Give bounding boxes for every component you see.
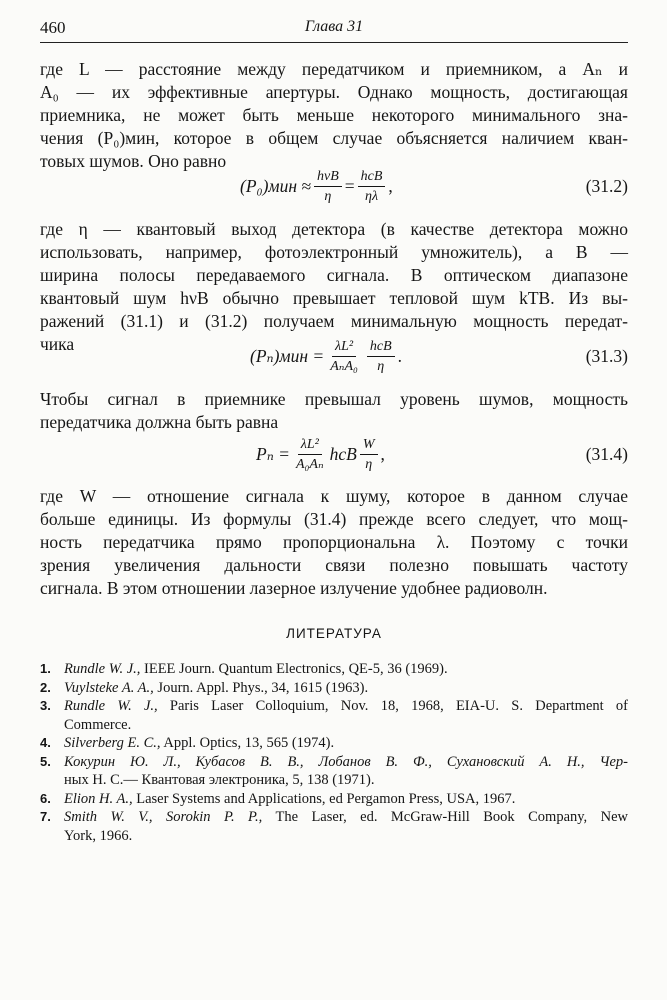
formula: [240, 160, 393, 212]
header-rule: [40, 42, 628, 43]
reference-text: Journ. Appl. Phys., 34, 1615 (1963).: [157, 679, 369, 696]
reference-text: Appl. Optics, 13, 565 (1974).: [163, 735, 335, 751]
equation-number: (31.2): [585, 175, 628, 196]
formula-punctuation: .: [397, 345, 403, 366]
reference-item: [40, 679, 628, 698]
text-line: приемника, не может быть меньше некоторого минимального зна-: [40, 105, 628, 125]
reference-number: 2.: [40, 679, 51, 695]
reference-line: [64, 790, 628, 809]
fraction: [367, 338, 395, 375]
reference-number: 5.: [40, 753, 51, 769]
reference-item: [40, 697, 628, 734]
formula-punctuation: ,: [380, 443, 385, 464]
formula-punctuation: ,: [388, 175, 393, 196]
reference-number: 3.: [40, 698, 51, 713]
text-line: где L — расстояние между передатчиком и приемником, а Aₙ и: [40, 59, 628, 79]
reference-line: [64, 679, 628, 698]
paragraph-1: [40, 58, 628, 173]
numerator: W: [360, 436, 378, 455]
fraction: [293, 436, 327, 473]
paragraph-4: [40, 485, 628, 600]
reference-authors: Rundle W. J.,: [64, 661, 141, 677]
fraction: [314, 168, 342, 205]
text-line: Чтобы сигнал в приемнике превышал уровень шумов, мощность: [40, 389, 628, 409]
denominator: η: [324, 188, 332, 204]
text-line: где η — квантовый выход детектора (в качестве детектора можно: [40, 219, 628, 239]
equation-31-3: [40, 330, 628, 382]
reference-authors: Smith W. V., Sorokin P. P.,: [64, 809, 263, 825]
formula-lhs: (P₀)мин ≈: [240, 175, 312, 196]
literature-heading: ЛИТЕРАТУРА: [286, 626, 382, 641]
reference-number: 4.: [40, 735, 51, 750]
reference-text: Paris Laser Colloquium, Nov. 18, 1968, EIA-U. S. Department of: [169, 698, 629, 714]
reference-item: [40, 660, 628, 679]
text-line: ширина полосы передаваемого сигнала. В оптическом диапазоне: [40, 265, 628, 285]
text-line: ражений (31.1) и (31.2) получаем минимальную мощность передат-: [40, 311, 628, 331]
reference-list: [40, 660, 628, 845]
denominator: A₀Aₙ: [295, 456, 324, 472]
reference-text: Laser Systems and Applications, ed Pergamon Press, USA, 1967.: [136, 790, 516, 807]
reference-line: [64, 660, 628, 679]
denominator: AₙA₀: [330, 358, 358, 374]
page-header: [40, 18, 628, 40]
text-line: товых шумов. Оно равно: [40, 151, 227, 171]
reference-number: 6.: [40, 790, 51, 806]
reference-text: IEEE Journ. Quantum Electronics, QE-5, 36 (1969).: [144, 661, 448, 677]
text-line: чика: [40, 334, 75, 354]
equation-31-2: [40, 160, 628, 212]
formula-lhs: (Pₙ)мин =: [250, 345, 325, 366]
reference-item: [40, 808, 628, 845]
numerator: λL²: [298, 436, 322, 455]
reference-item: [40, 790, 628, 809]
reference-text: The Laser, ed. McGraw-Hill Book Company, New: [275, 809, 629, 825]
numerator: λL²: [332, 338, 356, 357]
numerator: hcB: [367, 338, 395, 357]
equation-31-4: [40, 428, 628, 480]
reference-text: York, 1966.: [64, 827, 133, 844]
equals-sign: =: [344, 175, 355, 196]
denominator: η: [365, 456, 373, 472]
text-line: использовать, например, фотоэлектронный умножитель), а B —: [40, 242, 628, 262]
text-line: больше единицы. Из формулы (31.4) прежде всего следует, что мощ-: [40, 509, 628, 529]
equation-number: (31.3): [585, 345, 628, 366]
text-line: сигнала. В этом отношении лазерное излучение удобнее радиоволн.: [40, 578, 548, 598]
page-number: 460: [40, 18, 66, 37]
text-line: зрения увеличения дальности связи полезно повышать частоту: [40, 555, 628, 575]
denominator: η: [377, 358, 385, 374]
text-line: чения (P₀)мин, которое в общем случае объясняется наличием кван-: [40, 128, 628, 148]
reference-authors: Elion H. A.,: [64, 790, 133, 807]
text-line: A₀ — их эффективные апертуры. Однако мощность, достигающая: [40, 82, 628, 102]
denominator: ηλ: [365, 188, 379, 204]
reference-text: Commerce.: [64, 716, 132, 733]
fraction: [358, 168, 386, 205]
text-line: где W — отношение сигнала к шуму, которое в данном случае: [40, 486, 628, 506]
reference-authors: Vuylsteke A. A.,: [64, 679, 154, 696]
formula-lhs: Pₙ =: [256, 443, 290, 464]
book-page: [40, 0, 628, 1000]
reference-authors: Кокурин Ю. Л., Кубасов В. В., Лобанов В. Ф., Сухановский А. Н., Чер-: [64, 753, 628, 770]
reference-number: 1.: [40, 661, 51, 676]
reference-line: [64, 808, 628, 827]
reference-item: [40, 734, 628, 753]
equation-number: (31.4): [585, 443, 628, 464]
numerator: hνB: [314, 168, 342, 187]
reference-item: [40, 753, 628, 790]
fraction: [327, 338, 361, 375]
reference-line: [64, 734, 628, 753]
formula-term: hcB: [329, 443, 357, 464]
numerator: hcB: [358, 168, 386, 187]
formula: [256, 428, 385, 480]
running-head: Глава 31: [304, 18, 364, 35]
reference-authors: Silverberg E. C.,: [64, 735, 161, 751]
reference-authors: Rundle W. J.,: [64, 698, 158, 714]
reference-line: [64, 697, 628, 716]
reference-number: 7.: [40, 809, 51, 824]
text-line: передатчика должна быть равна: [40, 412, 279, 432]
fraction: [360, 436, 378, 473]
formula: [250, 330, 402, 382]
text-line: квантовый шум hνB обычно превышает тепловой шум kTB. Из вы-: [40, 288, 628, 308]
text-line: ность передатчика прямо пропорциональна λ. Поэтому с точки: [40, 532, 628, 552]
reference-text: ных Н. С.— Квантовая электроника, 5, 138 (1971).: [64, 772, 375, 788]
